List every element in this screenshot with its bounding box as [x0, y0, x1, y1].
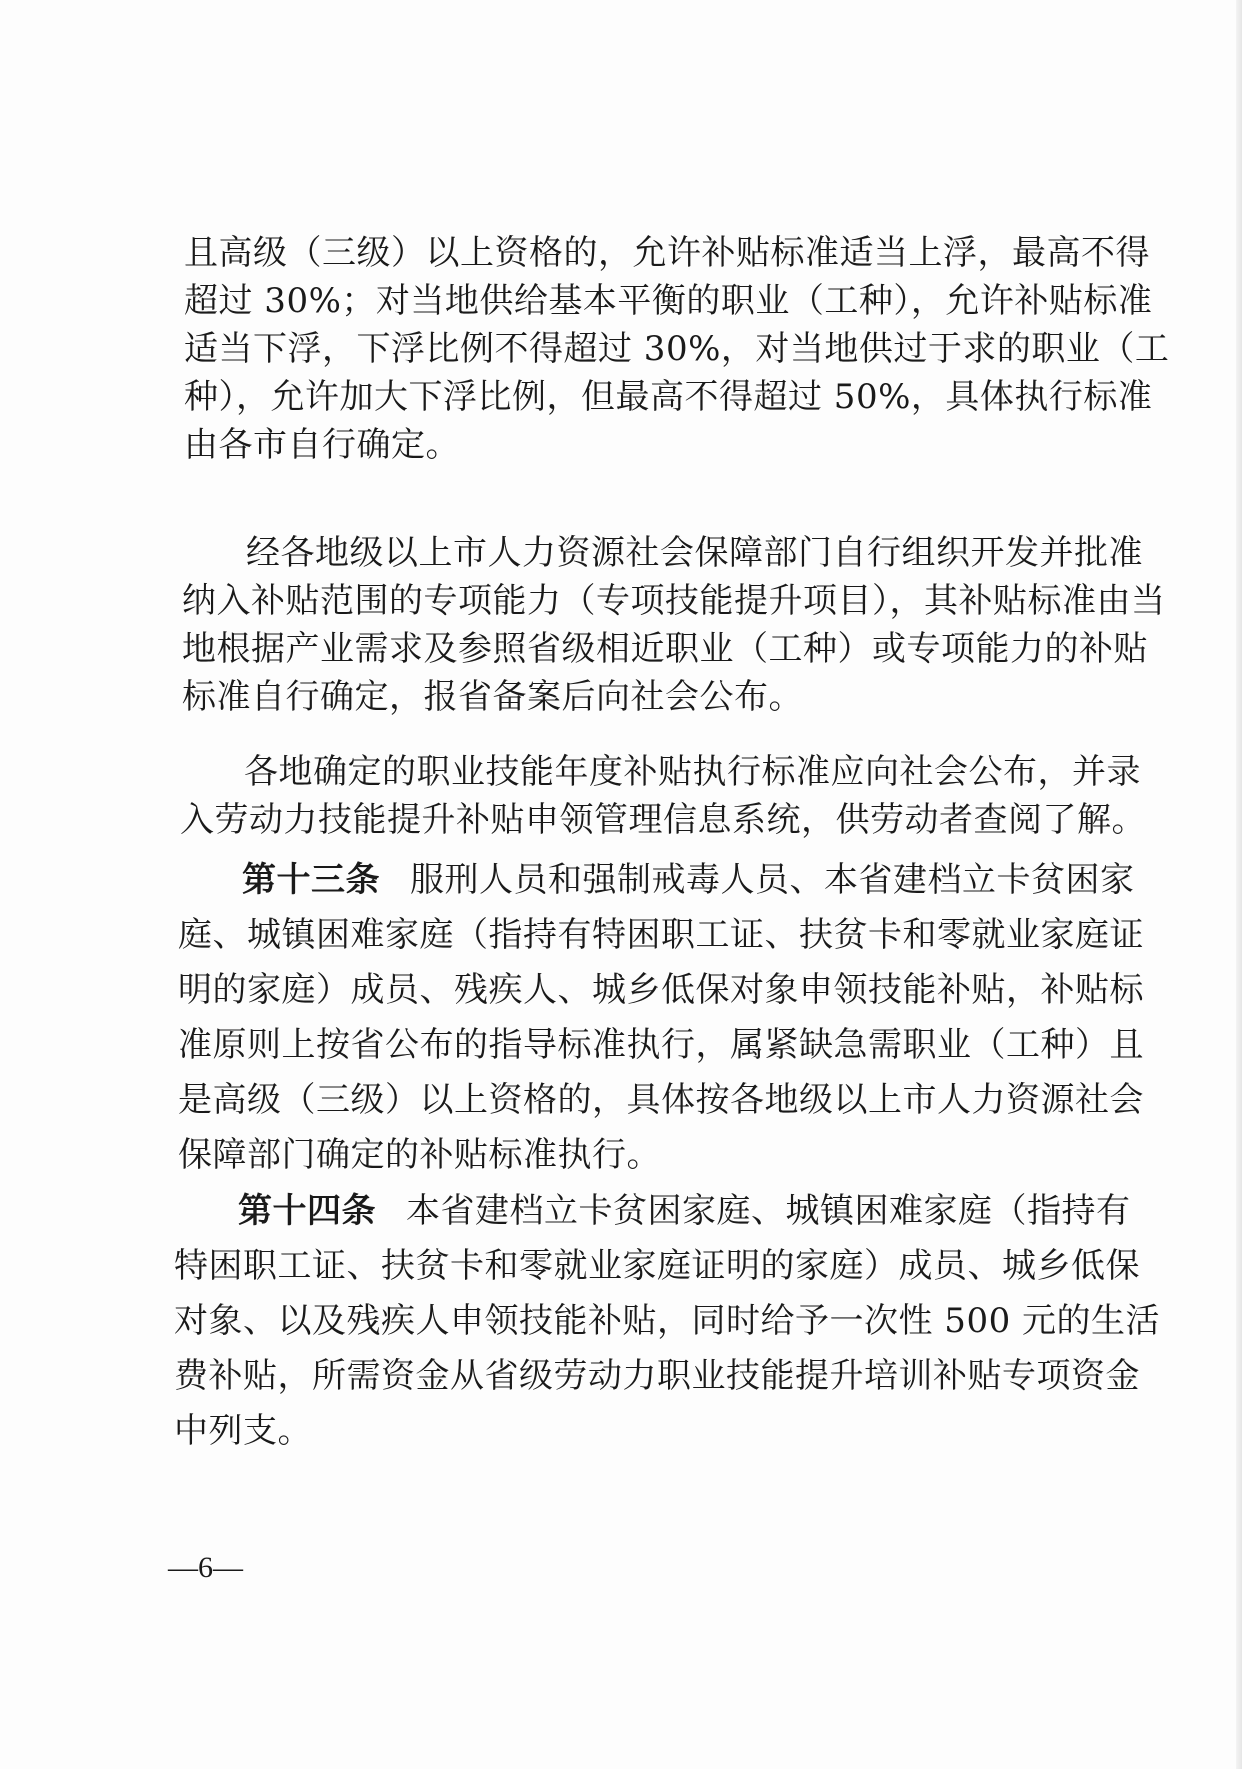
text-line: 纳入补贴范围的专项能力（专项技能提升项目），其补贴标准由当 — [182, 581, 1166, 621]
text-line: 是高级（三级）以上资格的，具体按各地级以上市人力资源社会 — [178, 1080, 1144, 1120]
text-line: 特困职工证、扶贫卡和零就业家庭证明的家庭）成员、城乡低保 — [174, 1246, 1140, 1286]
text-line: 保障部门确定的补贴标准执行。 — [178, 1135, 661, 1175]
text-line: 庭、城镇困难家庭（指持有特困职工证、扶贫卡和零就业家庭证 — [178, 915, 1144, 955]
text-line: 标准自行确定，报省备案后向社会公布。 — [182, 677, 803, 717]
paragraph-first-line: 经各地级以上市人力资源社会保障部门自行组织开发并批准 — [246, 533, 1143, 573]
text-line: 明的家庭）成员、残疾人、城乡低保对象申领技能补贴，补贴标 — [178, 970, 1144, 1010]
article-14-text: 本省建档立卡贫困家庭、城镇困难家庭（指持有 — [406, 1191, 1131, 1231]
text-line: 中列支。 — [174, 1411, 312, 1451]
text-line: 对象、以及残疾人申领技能补贴，同时给予一次性 500 元的生活 — [174, 1301, 1161, 1341]
text-line: 地根据产业需求及参照省级相近职业（工种）或专项能力的补贴 — [182, 629, 1148, 669]
article-13-text: 服刑人员和强制戒毒人员、本省建档立卡贫困家 — [410, 860, 1135, 900]
scan-edge-shadow — [1236, 0, 1242, 1769]
text-line: 适当下浮，下浮比例不得超过 30%，对当地供过于求的职业（工 — [184, 329, 1170, 369]
text-line: 种），允许加大下浮比例，但最高不得超过 50%，具体执行标准 — [184, 377, 1153, 417]
text-line: 入劳动力技能提升补贴申领管理信息系统，供劳动者查阅了解。 — [180, 800, 1146, 840]
text-line: 且高级（三级）以上资格的，允许补贴标准适当上浮，最高不得 — [184, 233, 1150, 273]
text-line: 费补贴，所需资金从省级劳动力职业技能提升培训补贴专项资金 — [174, 1356, 1140, 1396]
article-13-heading: 第十三条 — [242, 860, 380, 900]
page-number: —6— — [168, 1551, 243, 1584]
article-13-first-line — [242, 856, 1135, 904]
text-line: 准原则上按省公布的指导标准执行，属紧缺急需职业（工种）且 — [178, 1025, 1144, 1065]
text-line: 由各市自行确定。 — [184, 425, 460, 465]
paragraph-first-line: 各地确定的职业技能年度补贴执行标准应向社会公布，并录 — [244, 752, 1141, 792]
article-14-heading: 第十四条 — [238, 1191, 376, 1231]
text-line: 超过 30%；对当地供给基本平衡的职业（工种），允许补贴标准 — [184, 281, 1153, 321]
article-14-first-line — [238, 1187, 1131, 1235]
